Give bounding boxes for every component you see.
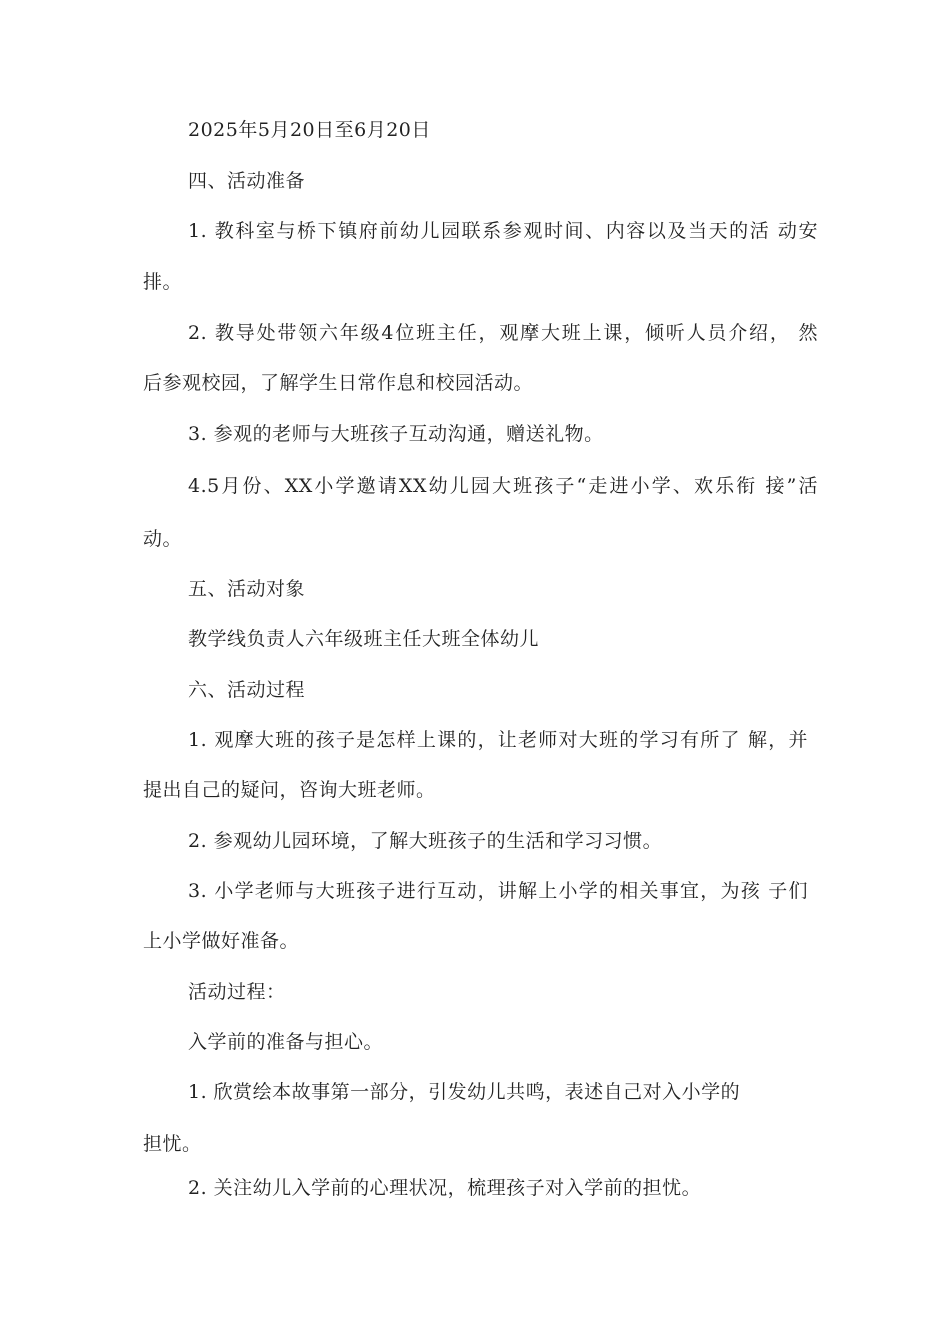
prep-item-2-line-1: 2. 教导处带领六年级4位班主任，观摩大班上课，倾听人员介绍， 然	[188, 322, 818, 344]
pre-school-item-2: 2. 关注幼儿入学前的心理状况，梳理孩子对入学前的担忧。	[188, 1177, 702, 1199]
process-item-3-line-1: 3. 小学老师与大班孩子进行互动，讲解上小学的相关事宜，为孩 子们	[188, 880, 808, 902]
process-item-2: 2. 参观幼儿园环境，了解大班孩子的生活和学习习惯。	[188, 830, 663, 852]
subheading-pre-school: 入学前的准备与担心。	[188, 1031, 384, 1053]
participants-line: 教学线负责人六年级班主任大班全体幼儿	[188, 628, 540, 650]
section-heading-preparation: 四、活动准备	[188, 170, 306, 192]
pre-school-item-1-line-1: 1. 欣赏绘本故事第一部分，引发幼儿共鸣，表述自己对入小学的	[188, 1081, 741, 1103]
date-range-line: 2025年5月20日至6月20日	[188, 119, 431, 141]
process-item-1-line-1: 1. 观摩大班的孩子是怎样上课的，让老师对大班的学习有所了 解，并	[188, 729, 808, 751]
process-item-1-line-2: 提出自己的疑问，咨询大班老师。	[143, 779, 436, 801]
prep-item-4-line-1: 4.5月份、XX小学邀请XX幼儿园大班孩子“走进小学、欢乐衔 接”活	[188, 475, 818, 497]
section-heading-participants: 五、活动对象	[188, 578, 306, 600]
subheading-activity-process: 活动过程：	[188, 981, 286, 1003]
prep-item-3: 3. 参观的老师与大班孩子互动沟通，赠送礼物。	[188, 423, 604, 445]
prep-item-1-line-1: 1. 教科室与桥下镇府前幼儿园联系参观时间、内容以及当天的活 动安	[188, 220, 818, 242]
section-heading-process: 六、活动过程	[188, 679, 306, 701]
process-item-3-line-2: 上小学做好准备。	[143, 930, 300, 952]
prep-item-2-line-2: 后参观校园，了解学生日常作息和校园活动。	[143, 372, 534, 394]
pre-school-item-1-line-2: 担忧。	[143, 1133, 202, 1155]
prep-item-1-line-2: 排。	[143, 271, 183, 293]
prep-item-4-line-2: 动。	[143, 528, 183, 550]
